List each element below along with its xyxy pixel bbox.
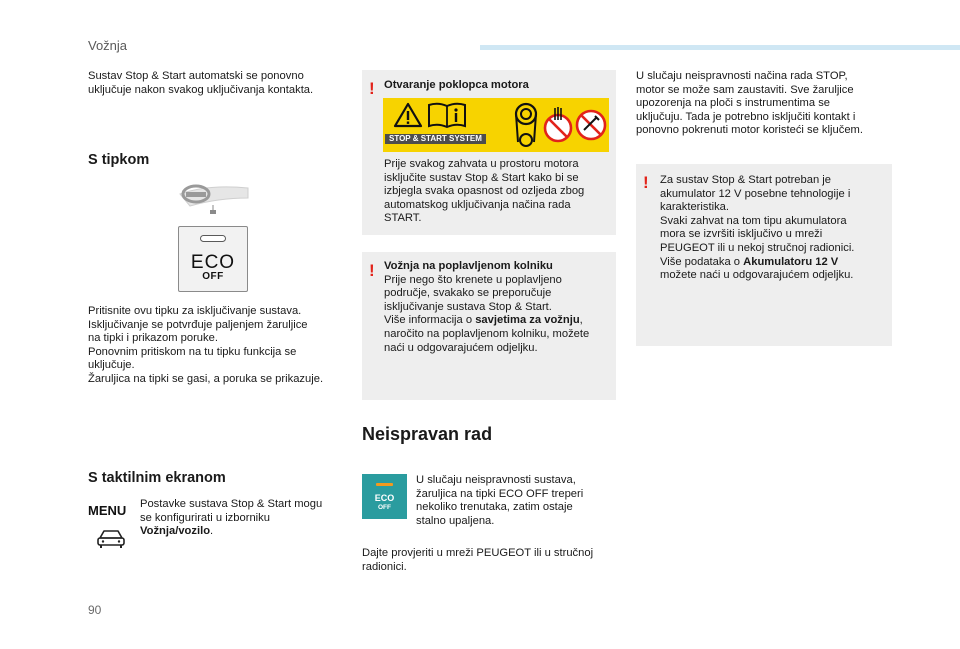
text-line: Svaki zahvat na tom tipu akumulatora (660, 214, 847, 227)
text-line: upozorenja na ploči s instrumentima se (636, 97, 831, 110)
text-line: nekoliko trenutaka, zatim ostaje (416, 501, 573, 514)
text-span: . (210, 525, 214, 538)
warning-box-battery (636, 164, 892, 346)
text-line: naročito na poplavljenom kolniku, možete (384, 327, 590, 340)
provjera-paragraph (362, 547, 624, 574)
warning-icon: ! (369, 79, 375, 98)
eco-off-button-illustration (178, 226, 248, 292)
off-label: OFF (202, 271, 224, 282)
text-line: Za sustav Stop & Start potreban je (660, 174, 832, 186)
stop-fault-paragraph (636, 70, 896, 138)
text-line: automatskog uključivanja načina rada (384, 198, 571, 211)
warning-box-hood (362, 70, 616, 235)
header-bar (480, 45, 960, 50)
text-line: motor se može sam zaustaviti. Sve žaruljice (636, 83, 854, 96)
text-line (384, 314, 612, 328)
eco-led-slot (200, 235, 226, 242)
box2-text (384, 260, 612, 355)
off-small-label: OFF (378, 504, 391, 511)
text-line: izbjegla svaka opasnost od ozljeda zbog (384, 185, 585, 198)
s-tipkom-paragraph (88, 305, 350, 387)
menu-label: MENU (88, 503, 127, 518)
ekran-paragraph (140, 498, 325, 539)
warning-icon: ! (643, 173, 649, 192)
intro-text: Sustav Stop & Start automatski se ponovno uključuje nakon svakog uključivanja kontakta. (88, 70, 314, 96)
text-line: isključivanje sustava Stop & Start. (384, 300, 552, 313)
no-tools-icon (575, 108, 607, 142)
car-icon (96, 528, 126, 550)
text-line: žaruljica na tipki ECO OFF treperi (416, 487, 584, 500)
dashboard-steering-icon (178, 180, 250, 220)
eco-led-orange (376, 483, 393, 486)
text-line: Dajte provjeriti u mreži PEUGEOT ili u stručnoj (362, 547, 594, 559)
eco-label: ECO (190, 252, 236, 273)
text-line: mora se izvršiti isključivo u mreži (660, 228, 823, 241)
heading-s-taktilnim-ekranom: S taktilnim ekranom (88, 470, 226, 486)
heading-neispravan-rad: Neispravan rad (362, 424, 493, 444)
bold-text: savjetima za vožnju (475, 314, 580, 327)
box1-title: Otvaranje poklopca motora (384, 79, 529, 91)
text-line: uključuju. Tada je potrebno isključiti kontakt i (636, 110, 856, 123)
stop-start-illustration (383, 98, 609, 152)
text-span: Postavke sustava Stop & Start mogu se konfigurirati u izborniku (140, 498, 323, 524)
text-line: U slučaju neispravnosti sustava, (416, 474, 576, 486)
box1-text (384, 158, 609, 226)
box2-title: Vožnja na poplavljenom kolniku (384, 260, 553, 272)
text-line: karakteristika. (660, 201, 730, 214)
text-line: U slučaju neispravnosti načina rada STOP, (636, 70, 848, 82)
manual-book-icon (427, 102, 467, 128)
page-number: 90 (88, 603, 102, 617)
text-line: START. (384, 212, 422, 225)
text-line: možete naći u odgovarajućem odjeljku. (660, 269, 854, 282)
text-line: područje, svakako se preporučuje (384, 287, 552, 300)
text-line: na tipki i prikazom poruke. (88, 332, 218, 345)
warning-triangle-icon (393, 102, 423, 128)
text-span: Više informacija o (384, 314, 476, 327)
text-span: Više podataka o (660, 255, 744, 268)
no-hands-fan-icon (543, 104, 573, 146)
belt-pulley-icon (511, 102, 541, 148)
text-line: Pritisnite ovu tipku za isključivanje sustava. (88, 305, 302, 317)
bold-text: Akumulatoru 12 V (743, 255, 839, 268)
text-line: radionici. (362, 560, 407, 573)
neispravan-paragraph (416, 474, 616, 528)
text-line: Prije nego što krenete u poplavljeno (384, 273, 562, 286)
section-header: Vožnja (88, 38, 128, 53)
text-line: uključuje. (88, 359, 135, 372)
text-line: Ponovnim pritiskom na tu tipku funkcija se (88, 345, 297, 358)
text-line (660, 256, 888, 270)
text-line: akumulator 12 V posebne tehnologije i (660, 187, 851, 200)
text-line: Prije svakog zahvata u prostoru motora (384, 158, 579, 170)
bold-text: Vožnja/vozilo (140, 525, 211, 538)
text-line: ponovno pokrenuti motor koristeći se ključem. (636, 124, 863, 137)
heading-s-tipkom: S tipkom (88, 152, 150, 168)
battery-box-text (660, 174, 888, 283)
text-line: Žaruljica na tipki se gasi, a poruka se prikazuje. (88, 372, 324, 385)
text-line: Isključivanje se potvrđuje paljenjem žaruljice (88, 318, 308, 331)
eco-small-label: ECO (374, 493, 395, 503)
text-line: naći u odgovarajućem odjeljku. (384, 341, 538, 354)
text-line: isključite sustav Stop & Start kako bi se (384, 171, 579, 184)
text-span: , (579, 314, 583, 327)
stop-start-banner: STOP & START SYSTEM (385, 134, 486, 144)
text-line: stalno upaljena. (416, 514, 495, 527)
warning-icon: ! (369, 261, 375, 280)
eco-off-indicator-icon (362, 474, 407, 519)
text-line: PEUGEOT ili u nekoj stručnoj radionici. (660, 241, 855, 254)
warning-box-flooded-road (362, 252, 616, 400)
